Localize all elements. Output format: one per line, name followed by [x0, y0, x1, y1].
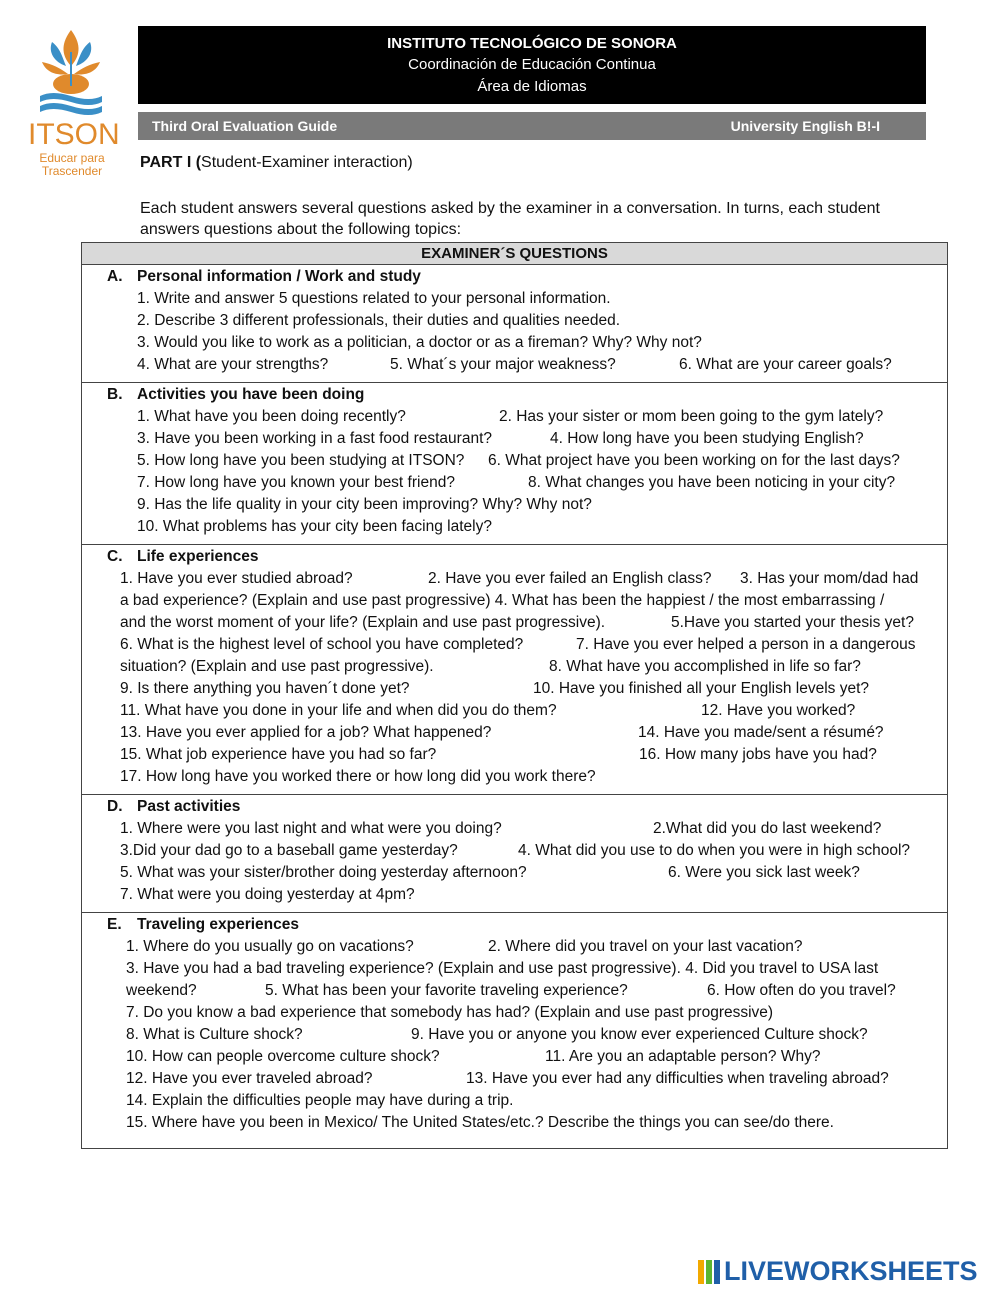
liveworksheets-wordmark: LIVEWORKSHEETS	[724, 1256, 978, 1286]
question: 2. Have you ever failed an English class?	[428, 570, 712, 587]
question: 5. What has been your favorite traveling experience?	[265, 982, 628, 999]
question: 5. What´s your major weakness?	[390, 356, 616, 373]
question: 9. Is there anything you haven´t done yet?	[120, 680, 410, 697]
part-label: PART I (	[140, 154, 202, 171]
section-title	[82, 266, 947, 288]
section-letter: C.	[107, 548, 123, 565]
part-heading	[140, 154, 413, 172]
question: 4. What did you use to do when you were in high school?	[518, 842, 911, 859]
section-b	[82, 383, 947, 545]
question: 9. Has the life quality in your city been improving? Why? Why not?	[137, 496, 592, 513]
question: 1. Have you ever studied abroad?	[120, 570, 353, 587]
question: 7. Do you know a bad experience that somebody has had? (Explain and use past progressive)	[126, 1004, 774, 1021]
question: 6. What project have you been working on for the last days?	[488, 452, 900, 469]
question: 2. Where did you travel on your last vacation?	[488, 938, 803, 955]
logo-tagline: Educar para Trascender	[39, 151, 105, 178]
question: 8. What have you accomplished in life so far?	[549, 658, 861, 675]
section-title	[82, 914, 947, 936]
section-title	[82, 546, 947, 568]
question: 7. What were you doing yesterday at 4pm?	[120, 886, 415, 903]
question: 10. How can people overcome culture shock?	[126, 1048, 440, 1065]
intro-paragraph: Each student answers several questions asked by the examiner in a conversation. In turns, each student answers questions about the following topics:	[140, 200, 880, 238]
question: 3. Has your mom/dad had	[740, 570, 919, 587]
question: 5.Have you started your thesis yet?	[671, 614, 914, 631]
question: 5. How long have you been studying at ITSON?	[137, 452, 465, 469]
itson-logo	[28, 22, 120, 182]
institution-header	[138, 26, 926, 104]
guide-title: Third Oral Evaluation Guide	[152, 118, 338, 134]
section-e	[82, 913, 947, 1148]
question: 15. Where have you been in Mexico/ The United States/etc.? Describe the things you can see/do there.	[126, 1114, 834, 1131]
question: 1. Where were you last night and what were you doing?	[120, 820, 502, 837]
question: 2. Has your sister or mom been going to the gym lately?	[499, 408, 884, 425]
question: 6. What are your career goals?	[679, 356, 892, 373]
section-title-text: Activities you have been doing	[137, 386, 365, 403]
coordination-name: Coordinación de Educación Continua	[408, 56, 656, 73]
table-title: EXAMINER´S QUESTIONS	[82, 243, 947, 265]
question: 14. Explain the difficulties people may have during a trip.	[126, 1092, 514, 1109]
question: and the worst moment of your life? (Explain and use past progressive).	[120, 614, 606, 631]
liveworksheets-icon	[698, 1260, 720, 1284]
question: 6. Were you sick last week?	[668, 864, 860, 881]
question: 11. What have you done in your life and when did you do them?	[120, 702, 557, 719]
question: situation? (Explain and use past progressive).	[120, 658, 434, 675]
section-letter: A.	[107, 268, 123, 285]
question: 10. What problems has your city been facing lately?	[137, 518, 492, 535]
question: 12. Have you ever traveled abroad?	[126, 1070, 373, 1087]
section-letter: D.	[107, 798, 123, 815]
question: 14. Have you made/sent a résumé?	[638, 724, 884, 741]
question: 1. Where do you usually go on vacations?	[126, 938, 414, 955]
question: 4. How long have you been studying English?	[550, 430, 864, 447]
question: 7. How long have you known your best friend?	[137, 474, 455, 491]
question: 1. Write and answer 5 questions related to your personal information.	[137, 290, 611, 307]
question: 16. How many jobs have you had?	[639, 746, 877, 763]
question: 8. What changes you have been noticing in your city?	[528, 474, 896, 491]
question: 2.What did you do last weekend?	[653, 820, 882, 837]
question: 5. What was your sister/brother doing yesterday afternoon?	[120, 864, 527, 881]
question: 6. What is the highest level of school you have completed?	[120, 636, 524, 653]
question: 15. What job experience have you had so far?	[120, 746, 437, 763]
section-title-text: Past activities	[137, 798, 241, 815]
section-c	[82, 545, 947, 795]
section-title-text: Traveling experiences	[137, 916, 299, 933]
logo-wordmark: ITSON	[28, 118, 120, 151]
question: 3. Would you like to work as a politician, a doctor or as a fireman? Why? Why not?	[137, 334, 702, 351]
question: 13. Have you ever had any difficulties when traveling abroad?	[466, 1070, 889, 1087]
question: 3.Did your dad go to a baseball game yesterday?	[120, 842, 458, 859]
question: 3. Have you had a bad traveling experience? (Explain and use past progressive). 4. Did you travel to USA last	[126, 960, 879, 977]
question: 17. How long have you worked there or how long did you work there?	[120, 768, 596, 785]
part-description: Student-Examiner interaction)	[201, 154, 413, 171]
institution-name: INSTITUTO TECNOLÓGICO DE SONORA	[387, 35, 677, 52]
section-title	[82, 796, 947, 818]
section-a	[82, 265, 947, 383]
question: 7. Have you ever helped a person in a dangerous	[576, 636, 916, 653]
question: 12. Have you worked?	[701, 702, 856, 719]
question: 13. Have you ever applied for a job? What happened?	[120, 724, 492, 741]
questions-table	[81, 242, 948, 1149]
question: 4. What are your strengths?	[137, 356, 329, 373]
question: 2. Describe 3 different professionals, their duties and qualities needed.	[137, 312, 621, 329]
question: 10. Have you finished all your English levels yet?	[533, 680, 870, 697]
question: weekend?	[126, 982, 197, 999]
itson-emblem-icon	[32, 22, 110, 120]
area-name: Área de Idiomas	[477, 78, 587, 95]
section-letter: B.	[107, 386, 123, 403]
course-name: University English B!-I	[730, 118, 880, 134]
question: 1. What have you been doing recently?	[137, 408, 406, 425]
question: 8. What is Culture shock?	[126, 1026, 303, 1043]
question: 9. Have you or anyone you know ever experienced Culture shock?	[411, 1026, 868, 1043]
section-title-text: Personal information / Work and study	[137, 268, 421, 285]
question: 3. Have you been working in a fast food restaurant?	[137, 430, 492, 447]
section-title	[82, 384, 947, 406]
guide-bar	[138, 112, 926, 140]
section-title-text: Life experiences	[137, 548, 259, 565]
question: a bad experience? (Explain and use past progressive) 4. What has been the happiest / the most embarrassing /	[120, 592, 885, 609]
section-d	[82, 795, 947, 913]
question: 6. How often do you travel?	[707, 982, 896, 999]
question: 11. Are you an adaptable person? Why?	[545, 1048, 821, 1065]
section-letter: E.	[107, 916, 122, 933]
